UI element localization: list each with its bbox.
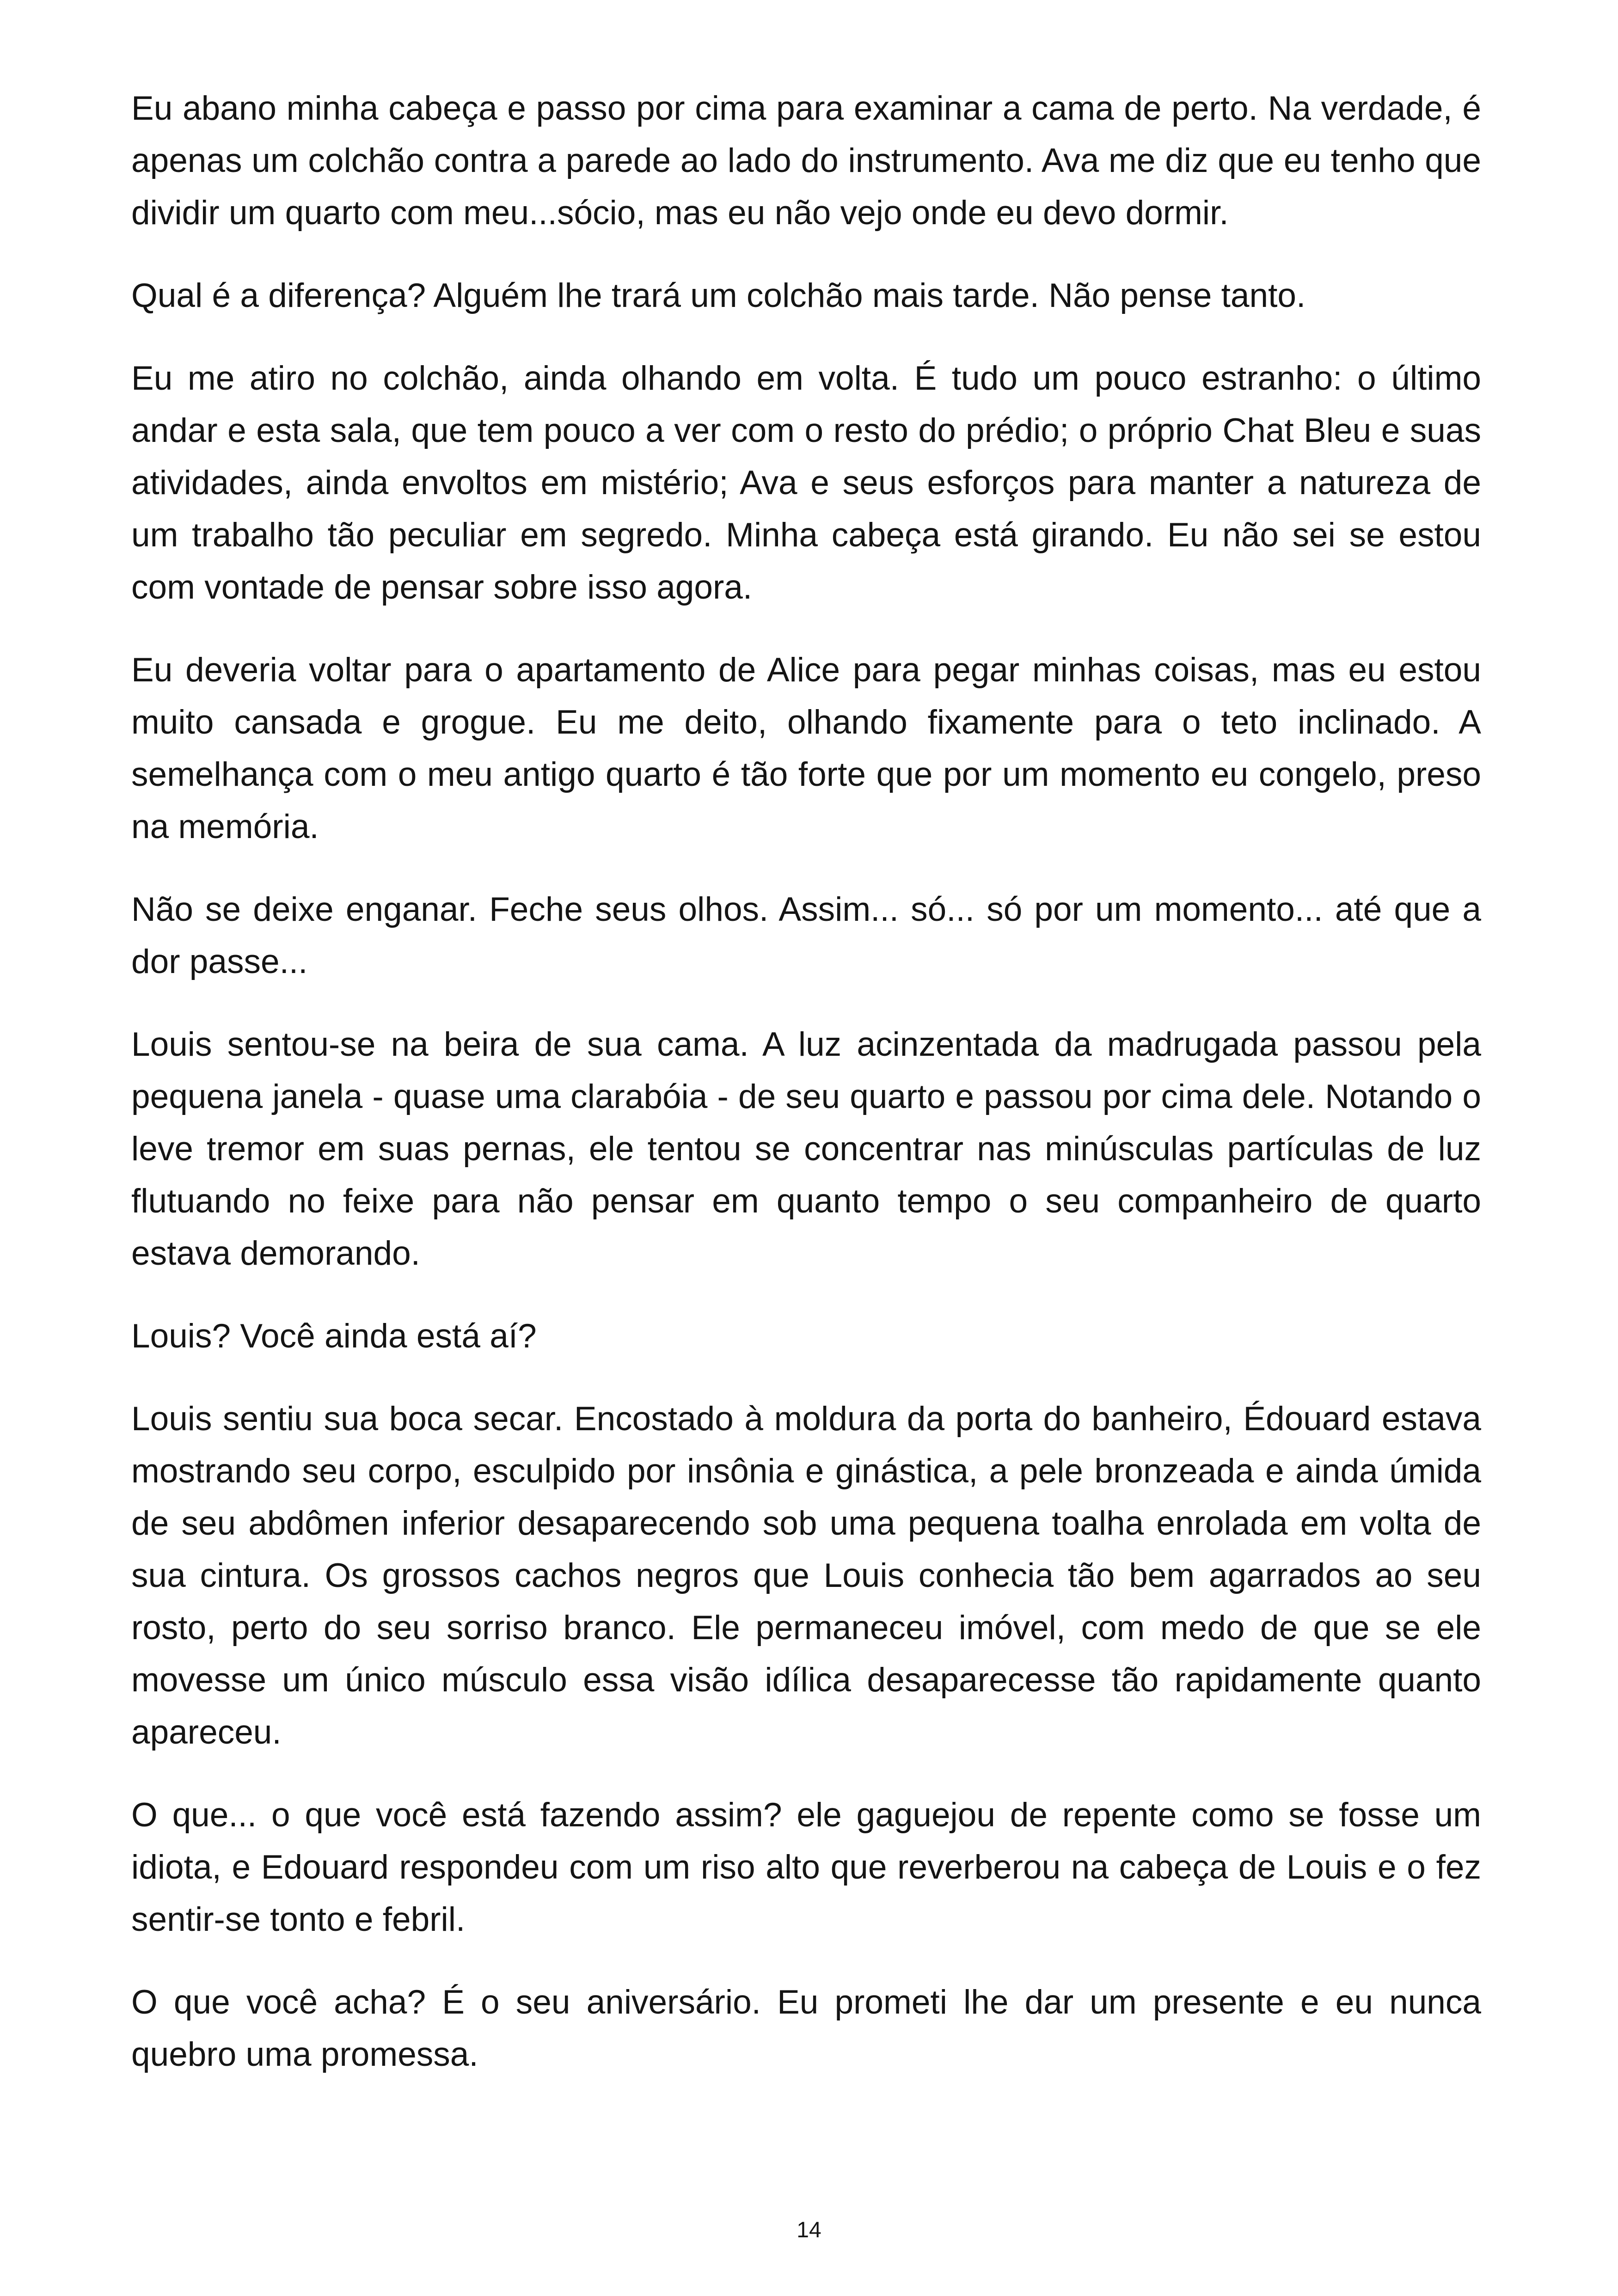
paragraph: Eu abano minha cabeça e passo por cima para examinar a cama de perto. Na verdade, é apenas um colchão contra a parede ao lado do instrumento. Ava me diz que eu tenho que dividir um quarto com meu...sócio, mas eu não vejo onde eu devo dormir. [131, 90, 1481, 232]
paragraph: Eu me atiro no colchão, ainda olhando em volta. É tudo um pouco estranho: o último andar e esta sala, que tem pouco a ver com o resto do prédio; o próprio Chat Bleu e suas atividades, ainda envoltos em mistério; Ava e seus esforços para manter a natureza de um trabalho tão peculiar em segredo. Minha cabeça está girando. Eu não sei se estou com vontade de pensar sobre isso agora. [131, 360, 1481, 606]
paragraph: Eu deveria voltar para o apartamento de Alice para pegar minhas coisas, mas eu estou muito cansada e grogue. Eu me deito, olhando fixamente para o teto inclinado. A semelhança com o meu antigo quarto é tão forte que por um momento eu congelo, preso na memória. [131, 651, 1481, 845]
paragraph: Qual é a diferença? Alguém lhe trará um colchão mais tarde. Não pense tanto. [131, 277, 1306, 314]
paragraph: Não se deixe enganar. Feche seus olhos. Assim... só... só por um momento... até que a dor passe... [131, 891, 1481, 980]
paragraph: O que... o que você está fazendo assim? ele gaguejou de repente como se fosse um idiota, e Edouard respondeu com um riso alto que reverberou na cabeça de Louis e o fez sentir-se tonto e febril. [131, 1796, 1481, 1938]
body-text [131, 82, 1481, 2111]
paragraph: Louis? Você ainda está aí? [131, 1317, 537, 1355]
page-number: 14 [797, 2218, 821, 2242]
paragraph: Louis sentiu sua boca secar. Encostado à moldura da porta do banheiro, Édouard estava mostrando seu corpo, esculpido por insônia e ginástica, a pele bronzeada e ainda úmida de seu abdômen inferior desaparecendo sob uma pequena toalha enrolada em volta de sua cintura. Os grossos cachos negros que Louis conhecia tão bem agarrados ao seu rosto, perto do seu sorriso branco. Ele permaneceu imóvel, com medo de que se ele movesse um único músculo essa visão idílica desaparecesse tão rapidamente quanto apareceu. [131, 1400, 1481, 1751]
paragraph: O que você acha? É o seu aniversário. Eu prometi lhe dar um presente e eu nunca quebro uma promessa. [131, 1984, 1481, 2073]
paragraph: Louis sentou-se na beira de sua cama. A luz acinzentada da madrugada passou pela pequena janela - quase uma clarabóia - de seu quarto e passou por cima dele. Notando o leve tremor em suas pernas, ele tentou se concentrar nas minúsculas partículas de luz flutuando no feixe para não pensar em quanto tempo o seu companheiro de quarto estava demorando. [131, 1026, 1481, 1272]
